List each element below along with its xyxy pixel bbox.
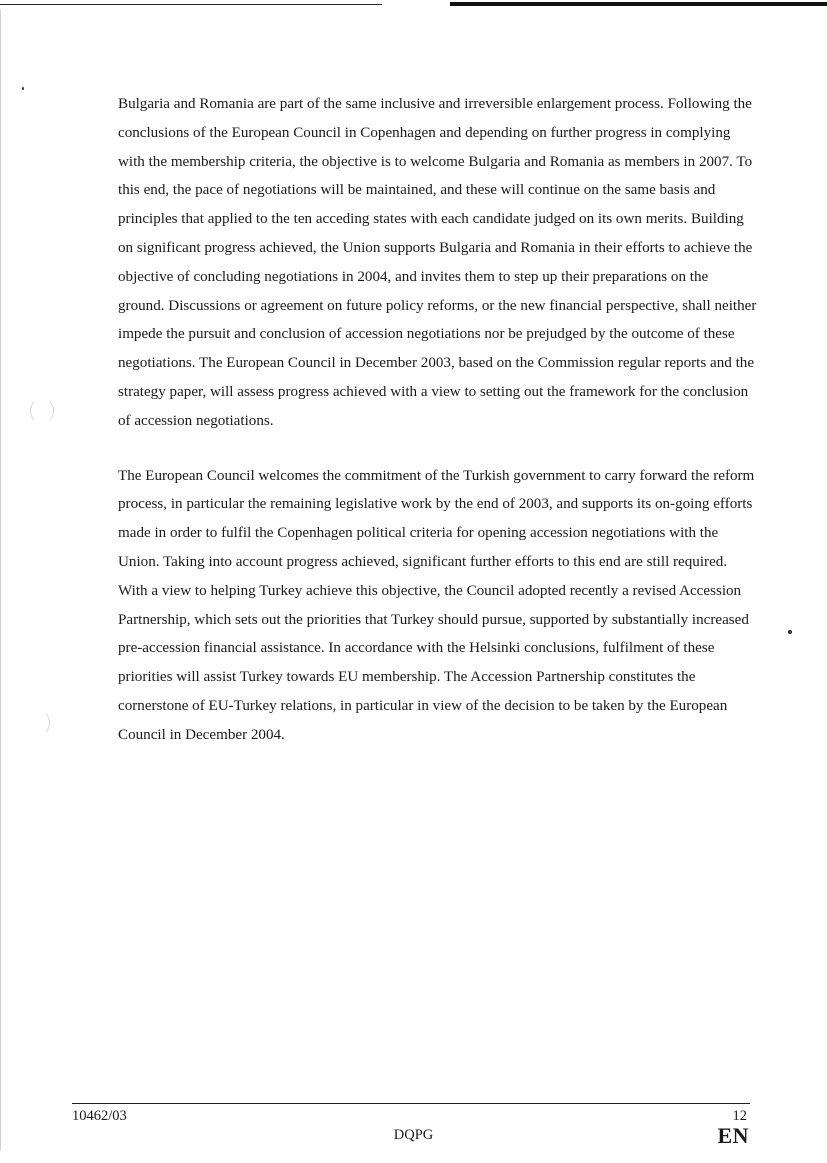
paragraph-bulgaria-romania: Bulgaria and Romania are part of the same inclusive and irreversible enlargement process. Following the conclusions of the European Council in Copenhagen and depending on further progress in complying with the membership criteria, the objective is to welcome Bulgaria and Romania as members in 2007. To this end, the pace of negotiations will be maintained, and these will continue on the same basis and principles that applied to the ten acceding states with each candidate judged on its own merits. Building on significant progress achieved, the Union supports Bulgaria and Romania in their efforts to achieve the objective of concluding negotiations in 2004, and invites them to step up their preparations on the ground. Discussions or agreement on future policy reforms, or the new financial perspective, shall neither impede the pursuit and conclusion of accession negotiations nor be prejudged by the outcome of these negotiations. The European Council in December 2003, based on the Commission regular reports and the strategy paper, will assess progress achieved with a view to setting out the framework for the conclusion of accession negotiations. — [118, 96, 757, 429]
footer-rule — [72, 1103, 750, 1104]
punch-hole-mark — [30, 398, 54, 424]
document-reference: 10462/03 — [72, 1108, 127, 1124]
scan-speck — [788, 630, 792, 634]
language-code: EN — [717, 1123, 749, 1148]
scan-binding-edge — [0, 10, 1, 1150]
document-body — [118, 90, 758, 750]
punch-hole-mark — [26, 710, 50, 736]
header-rule-right — [450, 2, 827, 6]
department-code: DQPG — [393, 1127, 434, 1143]
scan-speck — [22, 87, 24, 90]
page-number: 12 — [732, 1108, 747, 1124]
paragraph-turkey: The European Council welcomes the commitment of the Turkish government to carry forward the reform process, in particular the remaining legislative work by the end of 2003, and supports its on-going efforts made in order to fulfil the Copenhagen political criteria for opening accession negotiations with the Union. Taking into account progress achieved, significant further efforts to this end are still required. With a view to helping Turkey achieve this objective, the Council adopted recently a revised Accession Partnership, which sets out the priorities that Turkey should pursue, supported by substantially increased pre-accession financial assistance. In accordance with the Helsinki conclusions, fulfilment of these priorities will assist Turkey towards EU membership. The Accession Partnership constitutes the cornerstone of EU-Turkey relations, in particular in view of the decision to be taken by the European Council in December 2004. — [118, 467, 755, 743]
header-rule-left — [0, 4, 382, 5]
department-code-wrapper — [0, 1127, 827, 1144]
